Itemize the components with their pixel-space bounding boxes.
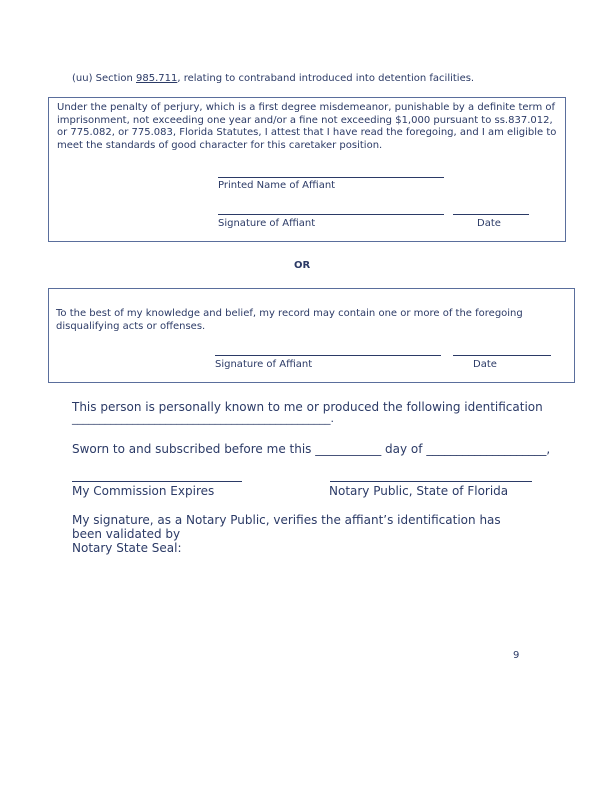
sworn-prefix: Sworn to and subscribed before me this — [72, 442, 316, 456]
printed-name-line[interactable] — [218, 177, 444, 178]
perjury-attestation-box — [48, 97, 566, 242]
section-line — [72, 73, 474, 86]
signature-line[interactable] — [218, 214, 444, 215]
date-label: Date — [473, 359, 497, 370]
perjury-attestation-text: Under the penalty of perjury, which is a first degree misdemeanor, punishable by a definite term of imprisonment, not exceeding one year and/or a fine not exceeding $1,000 pursuant to ss.837.012, or 775.082, or 775.083, Florida Statutes, I attest that I have read the foregoing, and I am eligible to meet the standards of good character for this caretaker position. — [57, 102, 557, 151]
record-disclosure-text: To the best of my knowledge and belief, my record may contain one or more of the foregoing disqualifying acts or offenses. — [56, 308, 523, 332]
or-separator: OR — [294, 260, 311, 271]
sworn-statement — [72, 442, 550, 456]
commission-expires-line[interactable] — [72, 481, 242, 482]
signature-line[interactable] — [215, 355, 441, 356]
day-blank[interactable]: ___________ — [315, 442, 382, 456]
signature-label: Signature of Affiant — [215, 359, 313, 370]
date-label: Date — [477, 218, 501, 229]
sworn-mid: day of — [381, 442, 427, 456]
identification-blank[interactable]: _______________________________________________. — [72, 412, 334, 425]
section-prefix: (uu) Section — [72, 73, 136, 84]
identification-statement: This person is personally known to me or produced the following identification — [72, 400, 543, 414]
sworn-suffix: , — [546, 442, 551, 456]
date-line[interactable] — [453, 355, 551, 356]
signature-label: Signature of Affiant — [218, 218, 316, 229]
notary-verification-text: My signature, as a Notary Public, verifies the affiant’s identification has been validated by — [72, 513, 501, 541]
date-line[interactable] — [453, 214, 529, 215]
month-blank[interactable]: ____________________ — [426, 442, 547, 456]
notary-seal-label: Notary State Seal: — [72, 541, 182, 555]
notary-public-label: Notary Public, State of Florida — [329, 484, 509, 498]
statute-link[interactable]: 985.711 — [136, 73, 178, 84]
section-description: , relating to contraband introduced into detention facilities. — [177, 73, 475, 84]
page-number: 9 — [513, 650, 520, 661]
printed-name-label: Printed Name of Affiant — [218, 180, 336, 191]
commission-expires-label: My Commission Expires — [72, 484, 215, 498]
notary-signature-line[interactable] — [330, 481, 532, 482]
record-disclosure-box — [48, 288, 575, 383]
